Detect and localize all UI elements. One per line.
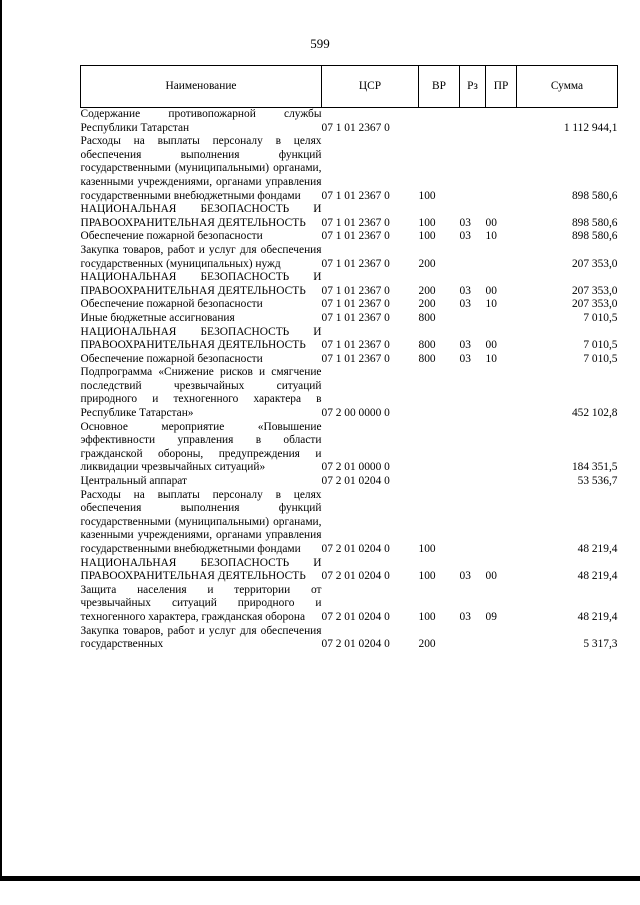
cell-pr (486, 108, 517, 136)
cell-rz: 03 (459, 230, 471, 243)
cell-vr: 200 (418, 638, 436, 651)
cell-pr (486, 312, 517, 326)
cell-pr: 00 (485, 284, 497, 297)
cell-name: Обеспечение пожарной безопасности (80, 298, 263, 311)
cell-sum: 7 010,5 (583, 339, 618, 352)
table-row (81, 475, 618, 489)
cell-name: Подпрограмма «Снижение рисков и смягчение последствий чрезвычайных ситуаций природного и техногенного характера в Республике Татарстан» (80, 366, 322, 420)
table-row (81, 135, 618, 203)
cell-name: Закупка товаров, работ и услуг для обеспечения государственных (муниципальных) нужд (80, 243, 322, 270)
cell-pr: 00 (485, 339, 497, 352)
cell-name: Центральный аппарат (80, 475, 188, 488)
cell-name: НАЦИОНАЛЬНАЯ БЕЗОПАСНОСТЬ И ПРАВООХРАНИТЕЛЬНАЯ ДЕЯТЕЛЬНОСТЬ (80, 203, 322, 229)
cell-name: НАЦИОНАЛЬНАЯ БЕЗОПАСНОСТЬ И ПРАВООХРАНИТЕЛЬНАЯ ДЕЯТЕЛЬНОСТЬ (80, 556, 322, 583)
cell-rz: 03 (459, 570, 471, 583)
page-left-edge (0, 0, 2, 880)
cell-pr (486, 475, 517, 489)
cell-name: Расходы на выплаты персоналу в целях обеспечения выполнения функций государственными (муниципальными) органами, казенными учреждениями, органами управления государственными внебюджетными фондами (80, 135, 322, 202)
cell-pr (486, 489, 517, 557)
cell-vr: 100 (418, 189, 436, 202)
cell-sum: 7 010,5 (583, 352, 618, 365)
table-body (81, 108, 618, 652)
cell-pr (486, 366, 517, 420)
table-row (81, 312, 618, 326)
cell-rz (460, 421, 486, 475)
table-row (81, 230, 618, 244)
cell-rz (460, 366, 486, 420)
cell-vr: 200 (418, 298, 436, 311)
cell-pr: 00 (485, 216, 497, 229)
cell-sum: 184 351,5 (571, 461, 618, 474)
cell-csr: 07 2 00 0000 0 (321, 407, 390, 420)
cell-sum: 898 580,6 (571, 189, 618, 202)
table-row (81, 366, 618, 420)
cell-sum: 48 219,4 (577, 610, 618, 623)
cell-csr: 07 1 01 2367 0 (321, 311, 390, 324)
cell-sum: 452 102,8 (571, 407, 618, 420)
cell-name: Иные бюджетные ассигнования (80, 311, 235, 324)
header-vr: ВР (419, 66, 460, 108)
table-row (81, 298, 618, 312)
cell-vr: 800 (418, 352, 436, 365)
cell-pr: 10 (485, 352, 497, 365)
header-pr: ПР (486, 66, 517, 108)
table-row (81, 108, 618, 136)
header-sum: Сумма (517, 66, 618, 108)
cell-rz: 03 (459, 284, 471, 297)
cell-pr (486, 244, 517, 271)
cell-pr (486, 421, 517, 475)
cell-sum: 53 536,7 (577, 475, 618, 488)
cell-rz: 03 (459, 216, 471, 229)
cell-csr: 07 1 01 2367 0 (321, 121, 390, 134)
table-row (81, 489, 618, 557)
scan-bottom-border (0, 876, 640, 881)
cell-rz (460, 108, 486, 136)
cell-sum: 898 580,6 (571, 216, 618, 229)
cell-vr (419, 421, 460, 475)
table-row (81, 584, 618, 625)
cell-rz: 03 (459, 339, 471, 352)
header-rz: Рз (460, 66, 486, 108)
cell-pr: 09 (485, 610, 497, 623)
cell-sum: 48 219,4 (577, 543, 618, 555)
cell-vr: 100 (418, 543, 436, 555)
cell-vr: 100 (418, 216, 436, 229)
cell-rz (460, 312, 486, 326)
header-csr: ЦСР (322, 66, 419, 108)
table-row (81, 326, 618, 353)
table-row (81, 353, 618, 367)
cell-csr: 07 2 01 0204 0 (321, 543, 390, 555)
cell-vr (419, 366, 460, 420)
cell-csr: 07 2 01 0000 0 (321, 461, 390, 474)
cell-vr (419, 475, 460, 489)
cell-csr: 07 1 01 2367 0 (321, 189, 390, 202)
cell-sum: 898 580,6 (571, 230, 618, 243)
cell-sum: 7 010,5 (583, 311, 618, 324)
table-row (81, 271, 618, 298)
cell-name: Обеспечение пожарной безопасности (80, 352, 263, 365)
cell-vr: 200 (418, 257, 436, 270)
cell-csr: 07 1 01 2367 0 (321, 230, 390, 243)
cell-sum: 5 317,3 (583, 638, 618, 651)
cell-sum: 207 353,0 (571, 298, 618, 311)
cell-csr: 07 1 01 2367 0 (321, 298, 390, 311)
table-header-row (81, 66, 618, 108)
table-row (81, 421, 618, 475)
cell-sum: 48 219,4 (577, 570, 618, 583)
page-number: 599 (310, 36, 330, 51)
cell-vr: 800 (418, 311, 436, 324)
cell-pr: 10 (485, 298, 497, 311)
table-row (81, 244, 618, 271)
cell-sum: 1 112 944,1 (563, 121, 618, 134)
cell-name: Обеспечение пожарной безопасности (80, 230, 263, 243)
cell-sum: 207 353,0 (571, 284, 618, 297)
cell-rz (460, 244, 486, 271)
cell-pr (486, 135, 517, 203)
cell-csr: 07 1 01 2367 0 (321, 257, 390, 270)
cell-name: Расходы на выплаты персоналу в целях обеспечения выполнения функций государственными (муниципальными) органами, казенными учреждениями, органами управления государственными внебюджетными фондами (80, 488, 322, 555)
cell-vr: 100 (418, 230, 436, 243)
cell-csr: 07 2 01 0204 0 (321, 570, 390, 583)
cell-name: Закупка товаров, работ и услуг для обеспечения государственных (80, 624, 322, 651)
cell-rz (460, 475, 486, 489)
cell-name: НАЦИОНАЛЬНАЯ БЕЗОПАСНОСТЬ И ПРАВООХРАНИТЕЛЬНАЯ ДЕЯТЕЛЬНОСТЬ (80, 271, 322, 297)
cell-vr: 100 (418, 610, 436, 623)
cell-vr: 200 (418, 284, 436, 297)
header-name: Наименование (81, 66, 322, 108)
cell-name: Основное мероприятие «Повышение эффективности управления в области гражданской обороны, предупреждения и ликвидации чрезвычайных ситуаций» (80, 420, 322, 474)
cell-rz (460, 135, 486, 203)
cell-rz (460, 625, 486, 652)
cell-pr (486, 625, 517, 652)
table-row (81, 203, 618, 230)
cell-name: НАЦИОНАЛЬНАЯ БЕЗОПАСНОСТЬ И ПРАВООХРАНИТЕЛЬНАЯ ДЕЯТЕЛЬНОСТЬ (80, 325, 322, 352)
cell-csr: 07 1 01 2367 0 (321, 352, 390, 365)
cell-sum: 207 353,0 (571, 257, 618, 270)
cell-rz: 03 (459, 298, 471, 311)
cell-rz: 03 (459, 610, 471, 623)
cell-csr: 07 2 01 0204 0 (321, 610, 390, 623)
cell-csr: 07 2 01 0204 0 (321, 638, 390, 651)
budget-table (80, 65, 618, 652)
cell-vr: 100 (418, 570, 436, 583)
cell-name: Содержание противопожарной службы Республики Татарстан (80, 108, 322, 134)
cell-pr: 00 (485, 570, 497, 583)
cell-pr: 10 (485, 230, 497, 243)
cell-csr: 07 1 01 2367 0 (321, 216, 390, 229)
cell-csr: 07 2 01 0204 0 (321, 475, 390, 488)
cell-vr (419, 108, 460, 136)
cell-rz: 03 (459, 352, 471, 365)
cell-vr: 800 (418, 339, 436, 352)
cell-rz (460, 489, 486, 557)
cell-csr: 07 1 01 2367 0 (321, 339, 390, 352)
cell-name: Защита населения и территории от чрезвычайных ситуаций природного и техногенного характера, гражданская оборона (80, 583, 322, 623)
table-row (81, 625, 618, 652)
table-row (81, 557, 618, 584)
cell-csr: 07 1 01 2367 0 (321, 284, 390, 297)
